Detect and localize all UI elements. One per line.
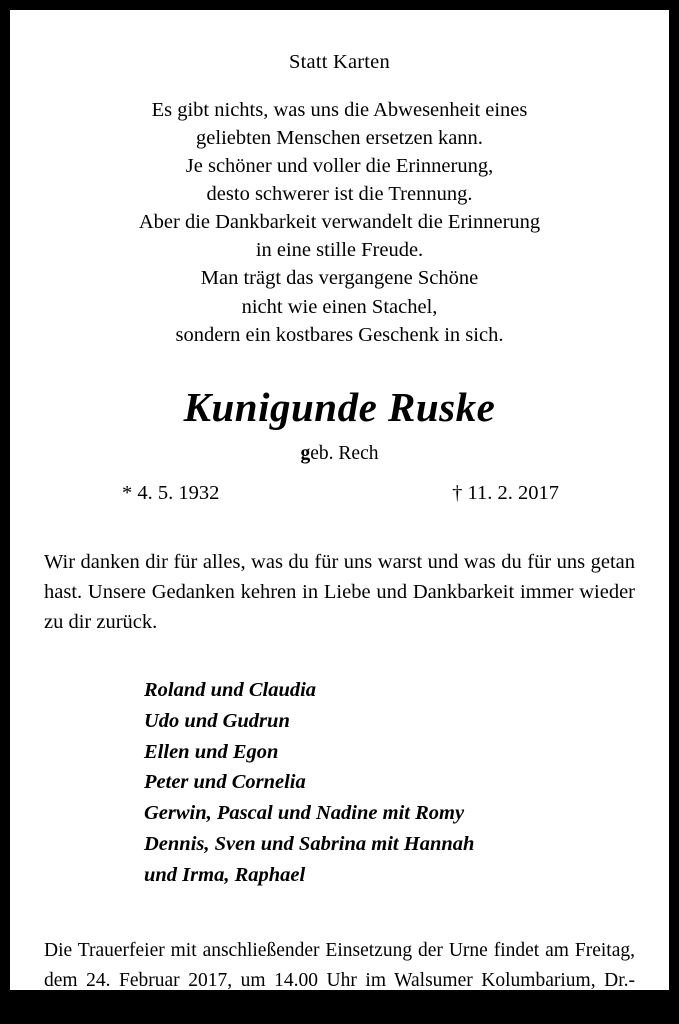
verse-line: Es gibt nichts, was uns die Abwesenheit eines bbox=[151, 99, 528, 121]
verse-line: sondern ein kostbares Geschenk in sich. bbox=[175, 323, 504, 346]
family-line: Dennis, Sven und Sabrina mit Hannah bbox=[144, 832, 475, 855]
birth-date: * 4. 5. 1932 bbox=[122, 481, 220, 504]
verse-line: geliebten Menschen ersetzen kann. bbox=[196, 127, 483, 150]
death-date: † 11. 2. 2017 bbox=[452, 481, 559, 504]
verse-line: nicht wie einen Stachel, bbox=[241, 295, 438, 318]
family-line: Ellen und Egon bbox=[144, 740, 279, 763]
family-line: Udo und Gudrun bbox=[144, 709, 290, 732]
deceased-name: Kunigunde Ruske bbox=[183, 383, 496, 430]
funeral-details: Die Trauerfeier mit anschließender Einsetzung der Urne findet am Freitag, dem 24. Februar 2017, um 14.00 Uhr im Walsumer Kolumbarium, Dr.-Hans-Böckler-Str. 304, 47179 Duisburg statt. bbox=[44, 940, 635, 1020]
verse-line: Je schöner und voller die Erinnerung, bbox=[185, 155, 494, 178]
verse-line: Man trägt das vergangene Schöne bbox=[200, 267, 479, 290]
thanks-paragraph: Wir danken dir für alles, was du für uns warst und was du für uns getan hast. Unsere Gedanken kehren in Liebe und Dankbarkeit immer wieder zu dir zurück. bbox=[44, 550, 635, 633]
family-line: Gerwin, Pascal und Nadine mit Romy bbox=[144, 802, 465, 825]
maiden-name bbox=[44, 443, 635, 465]
family-line: Roland und Claudia bbox=[144, 679, 317, 702]
statt-karten-heading: Statt Karten bbox=[289, 51, 390, 73]
family-list bbox=[44, 675, 635, 890]
family-line: Peter und Cornelia bbox=[144, 771, 306, 794]
maiden-name-rest: eb. Rech bbox=[310, 442, 379, 464]
verse-block bbox=[44, 96, 635, 349]
verse-line: desto schwerer ist die Trennung. bbox=[206, 183, 473, 206]
family-line: und Irma, Raphael bbox=[144, 863, 306, 886]
obituary-card bbox=[10, 10, 669, 1020]
life-dates bbox=[44, 482, 635, 505]
maiden-name-prefix: g bbox=[300, 442, 311, 464]
verse-line: Aber die Dankbarkeit verwandelt die Erinnerung bbox=[138, 211, 541, 234]
verse-line: in eine stille Freude. bbox=[255, 239, 424, 262]
